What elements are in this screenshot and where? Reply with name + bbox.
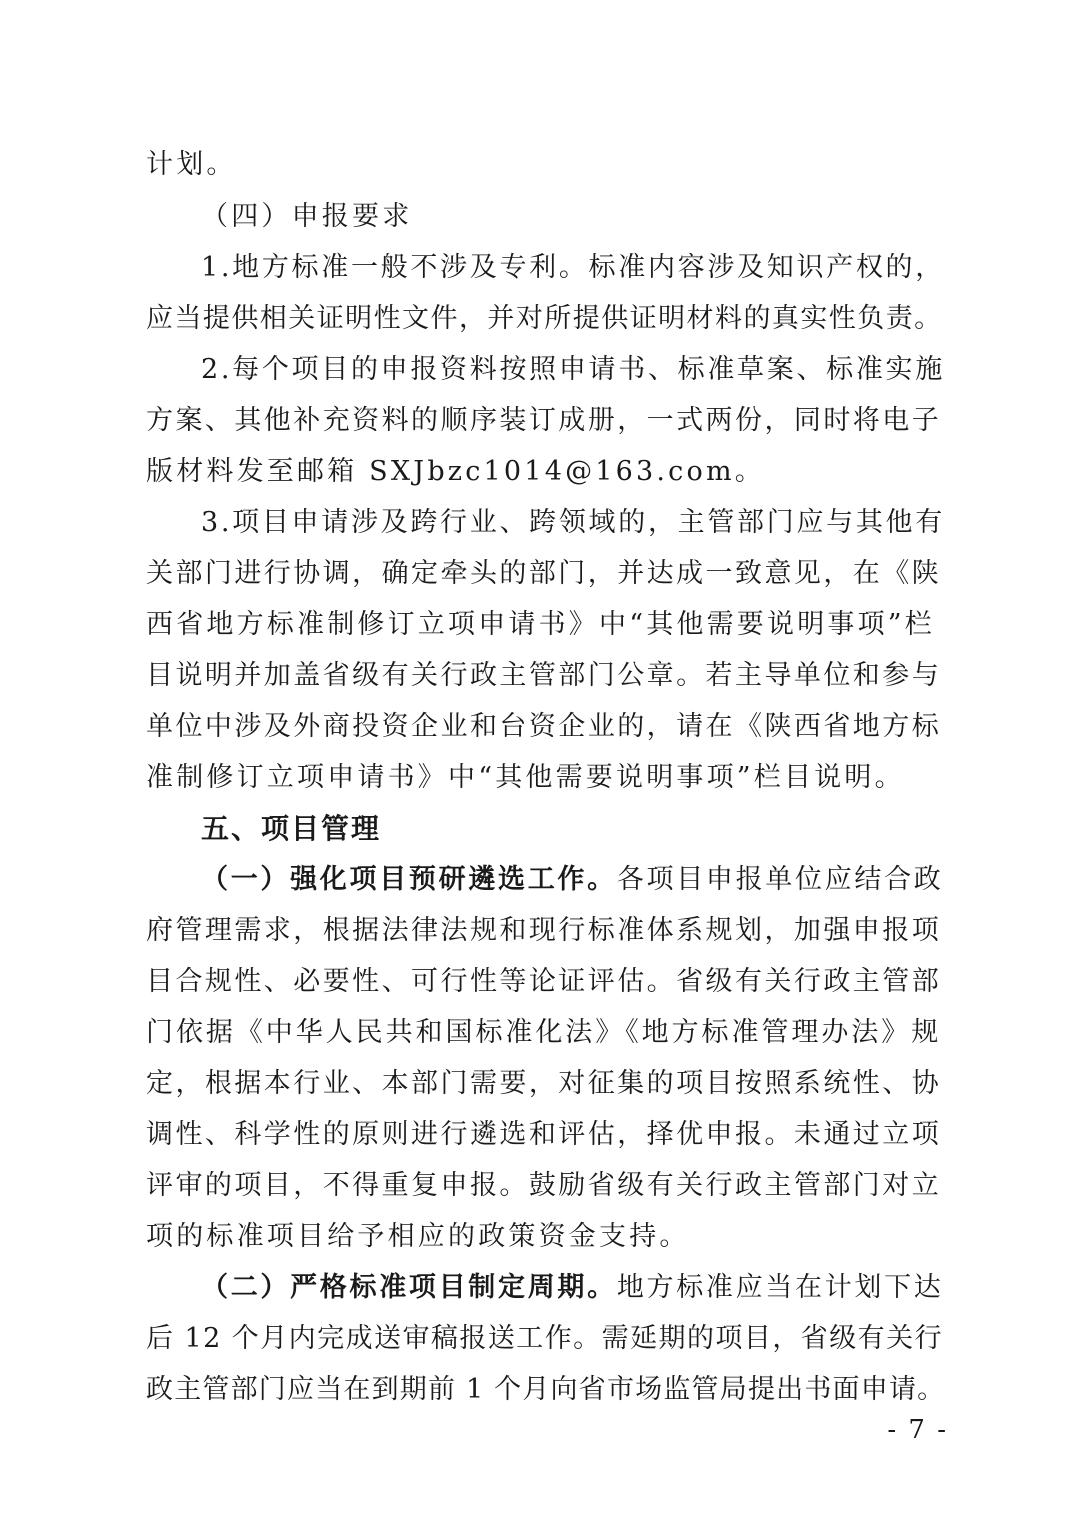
text-line: 项的标准项目给予相应的政策资金支持。	[146, 1221, 690, 1252]
text-line: 单位中涉及外商投资企业和台资企业的，请在《陕西省地方标	[146, 711, 942, 742]
text-line: 计划。	[146, 149, 237, 180]
text-line: 版材料发至邮箱 SXJbzc1014@163.com。	[146, 456, 765, 487]
text-line: 3.项目申请涉及跨行业、跨领域的，主管部门应与其他有	[201, 507, 945, 538]
text-line: 方案、其他补充资料的顺序装订成册，一式两份，同时将电子	[146, 405, 942, 436]
text-line: 评审的项目，不得重复申报。鼓励省级有关行政主管部门对立	[146, 1170, 942, 1201]
text-line: 准制修订立项申请书》中“其他需要说明事项”栏目说明。	[146, 762, 905, 793]
text-line	[201, 855, 946, 905]
text-line: 西省地方标准制修订立项申请书》中“其他需要说明事项”栏	[146, 609, 936, 640]
text-line: 定，根据本行业、本部门需要，对征集的项目按照系统性、协	[146, 1068, 942, 1099]
text-line: 1.地方标准一般不涉及专利。标准内容涉及知识产权的，	[201, 252, 945, 283]
text-line: 关部门进行协调，确定牵头的部门，并达成一致意见，在《陕	[146, 558, 942, 589]
text-span: 地方标准应当在计划下达	[616, 1272, 944, 1303]
text-line: 目合规性、必要性、可行性等论证评估。省级有关行政主管部	[146, 966, 942, 997]
text-line: 门依据《中华人民共和国标准化法》《地方标准管理办法》规	[146, 1017, 942, 1048]
subheading-strict-cycle: （二）严格标准项目制定周期。	[201, 1272, 617, 1303]
text-line: 应当提供相关证明性文件，并对所提供证明材料的真实性负责。	[146, 303, 943, 334]
section-heading-project-management: 五、项目管理	[201, 812, 382, 845]
text-line	[201, 1263, 946, 1313]
text-span: 各项目申报单位应结合政	[616, 864, 944, 895]
text-line: 调性、科学性的原则进行遴选和评估，择优申报。未通过立项	[146, 1119, 942, 1150]
text-line: 后 12 个月内完成送审稿报送工作。需延期的项目，省级有关行	[146, 1323, 944, 1354]
subheading-application-requirements: （四）申报要求	[201, 201, 413, 232]
subheading-strengthen-research: （一）强化项目预研遴选工作。	[201, 864, 617, 895]
text-line: 府管理需求，根据法律法规和现行标准体系规划，加强申报项	[146, 915, 942, 946]
text-line: 2.每个项目的申报资料按照申请书、标准草案、标准实施	[201, 354, 945, 385]
text-line: 政主管部门应当在到期前 1 个月向省市场监管局提出书面申请。	[146, 1374, 946, 1405]
page-number: - 7 -	[887, 1415, 948, 1445]
text-line: 目说明并加盖省级有关行政主管部门公章。若主导单位和参与	[146, 660, 942, 691]
